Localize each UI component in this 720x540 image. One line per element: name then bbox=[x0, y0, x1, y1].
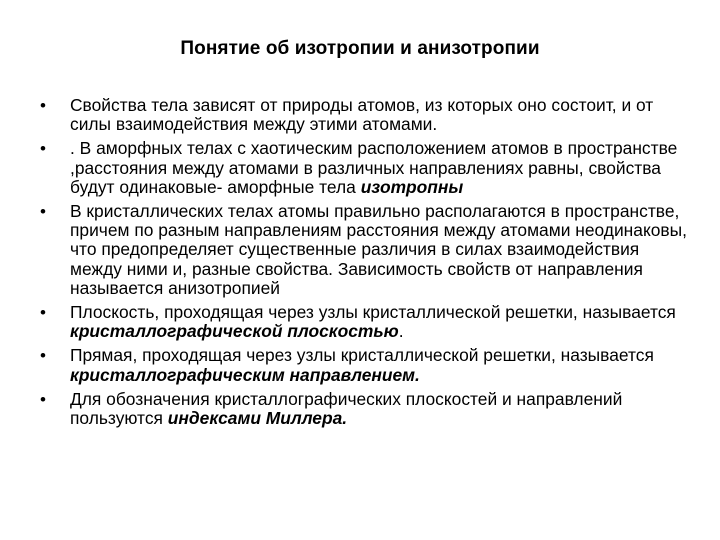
bullet-emphasis: кристаллографической плоскостью bbox=[70, 321, 399, 342]
bullet-emphasis: индексами Миллера. bbox=[167, 408, 348, 429]
bullet-text: Прямая, проходящая через узлы кристаллической решетки, называется bbox=[70, 345, 654, 366]
bullet-text: . В аморфных телах с хаотическим расположением атомов в пространстве ,расстояния между атомами в различных направлениях равны, свойства будут одинаковые- аморфные тела bbox=[70, 138, 678, 197]
bullet-icon: • bbox=[40, 303, 46, 323]
list-item bbox=[40, 390, 690, 428]
bullet-list bbox=[40, 96, 690, 433]
list-item bbox=[40, 139, 690, 197]
bullet-emphasis: кристаллографическим направлением. bbox=[70, 364, 420, 385]
bullet-icon: • bbox=[40, 389, 46, 409]
bullet-icon: • bbox=[40, 346, 46, 366]
slide-title: Понятие об изотропии и анизотропии bbox=[180, 38, 540, 59]
bullet-icon: • bbox=[40, 202, 46, 222]
list-item bbox=[40, 202, 690, 298]
bullet-icon: • bbox=[40, 96, 46, 115]
bullet-text: Для обозначения кристаллографических плоскостей и направлений пользуются bbox=[70, 388, 623, 429]
list-item bbox=[40, 96, 690, 134]
bullet-icon: • bbox=[40, 139, 46, 159]
bullet-text-after: . bbox=[398, 321, 404, 342]
bullet-text: Свойства тела зависят от природы атомов, из которых оно состоит, и от силы взаимодействия между этими атомами. bbox=[70, 95, 654, 135]
bullet-text: Плоскость, проходящая через узлы кристаллической решетки, называется bbox=[70, 302, 676, 323]
list-item bbox=[40, 303, 690, 341]
bullet-emphasis: изотропны bbox=[360, 176, 464, 197]
list-item bbox=[40, 346, 690, 384]
bullet-text: В кристаллических телах атомы правильно располагаются в пространстве, причем по разным направлениям расстояния между атомами неодинаковы, что предопределяет существенные различия в силах взаимодействия между ними и, разные свойства. Зависимость свойств от направления называется анизотропией bbox=[70, 201, 687, 298]
